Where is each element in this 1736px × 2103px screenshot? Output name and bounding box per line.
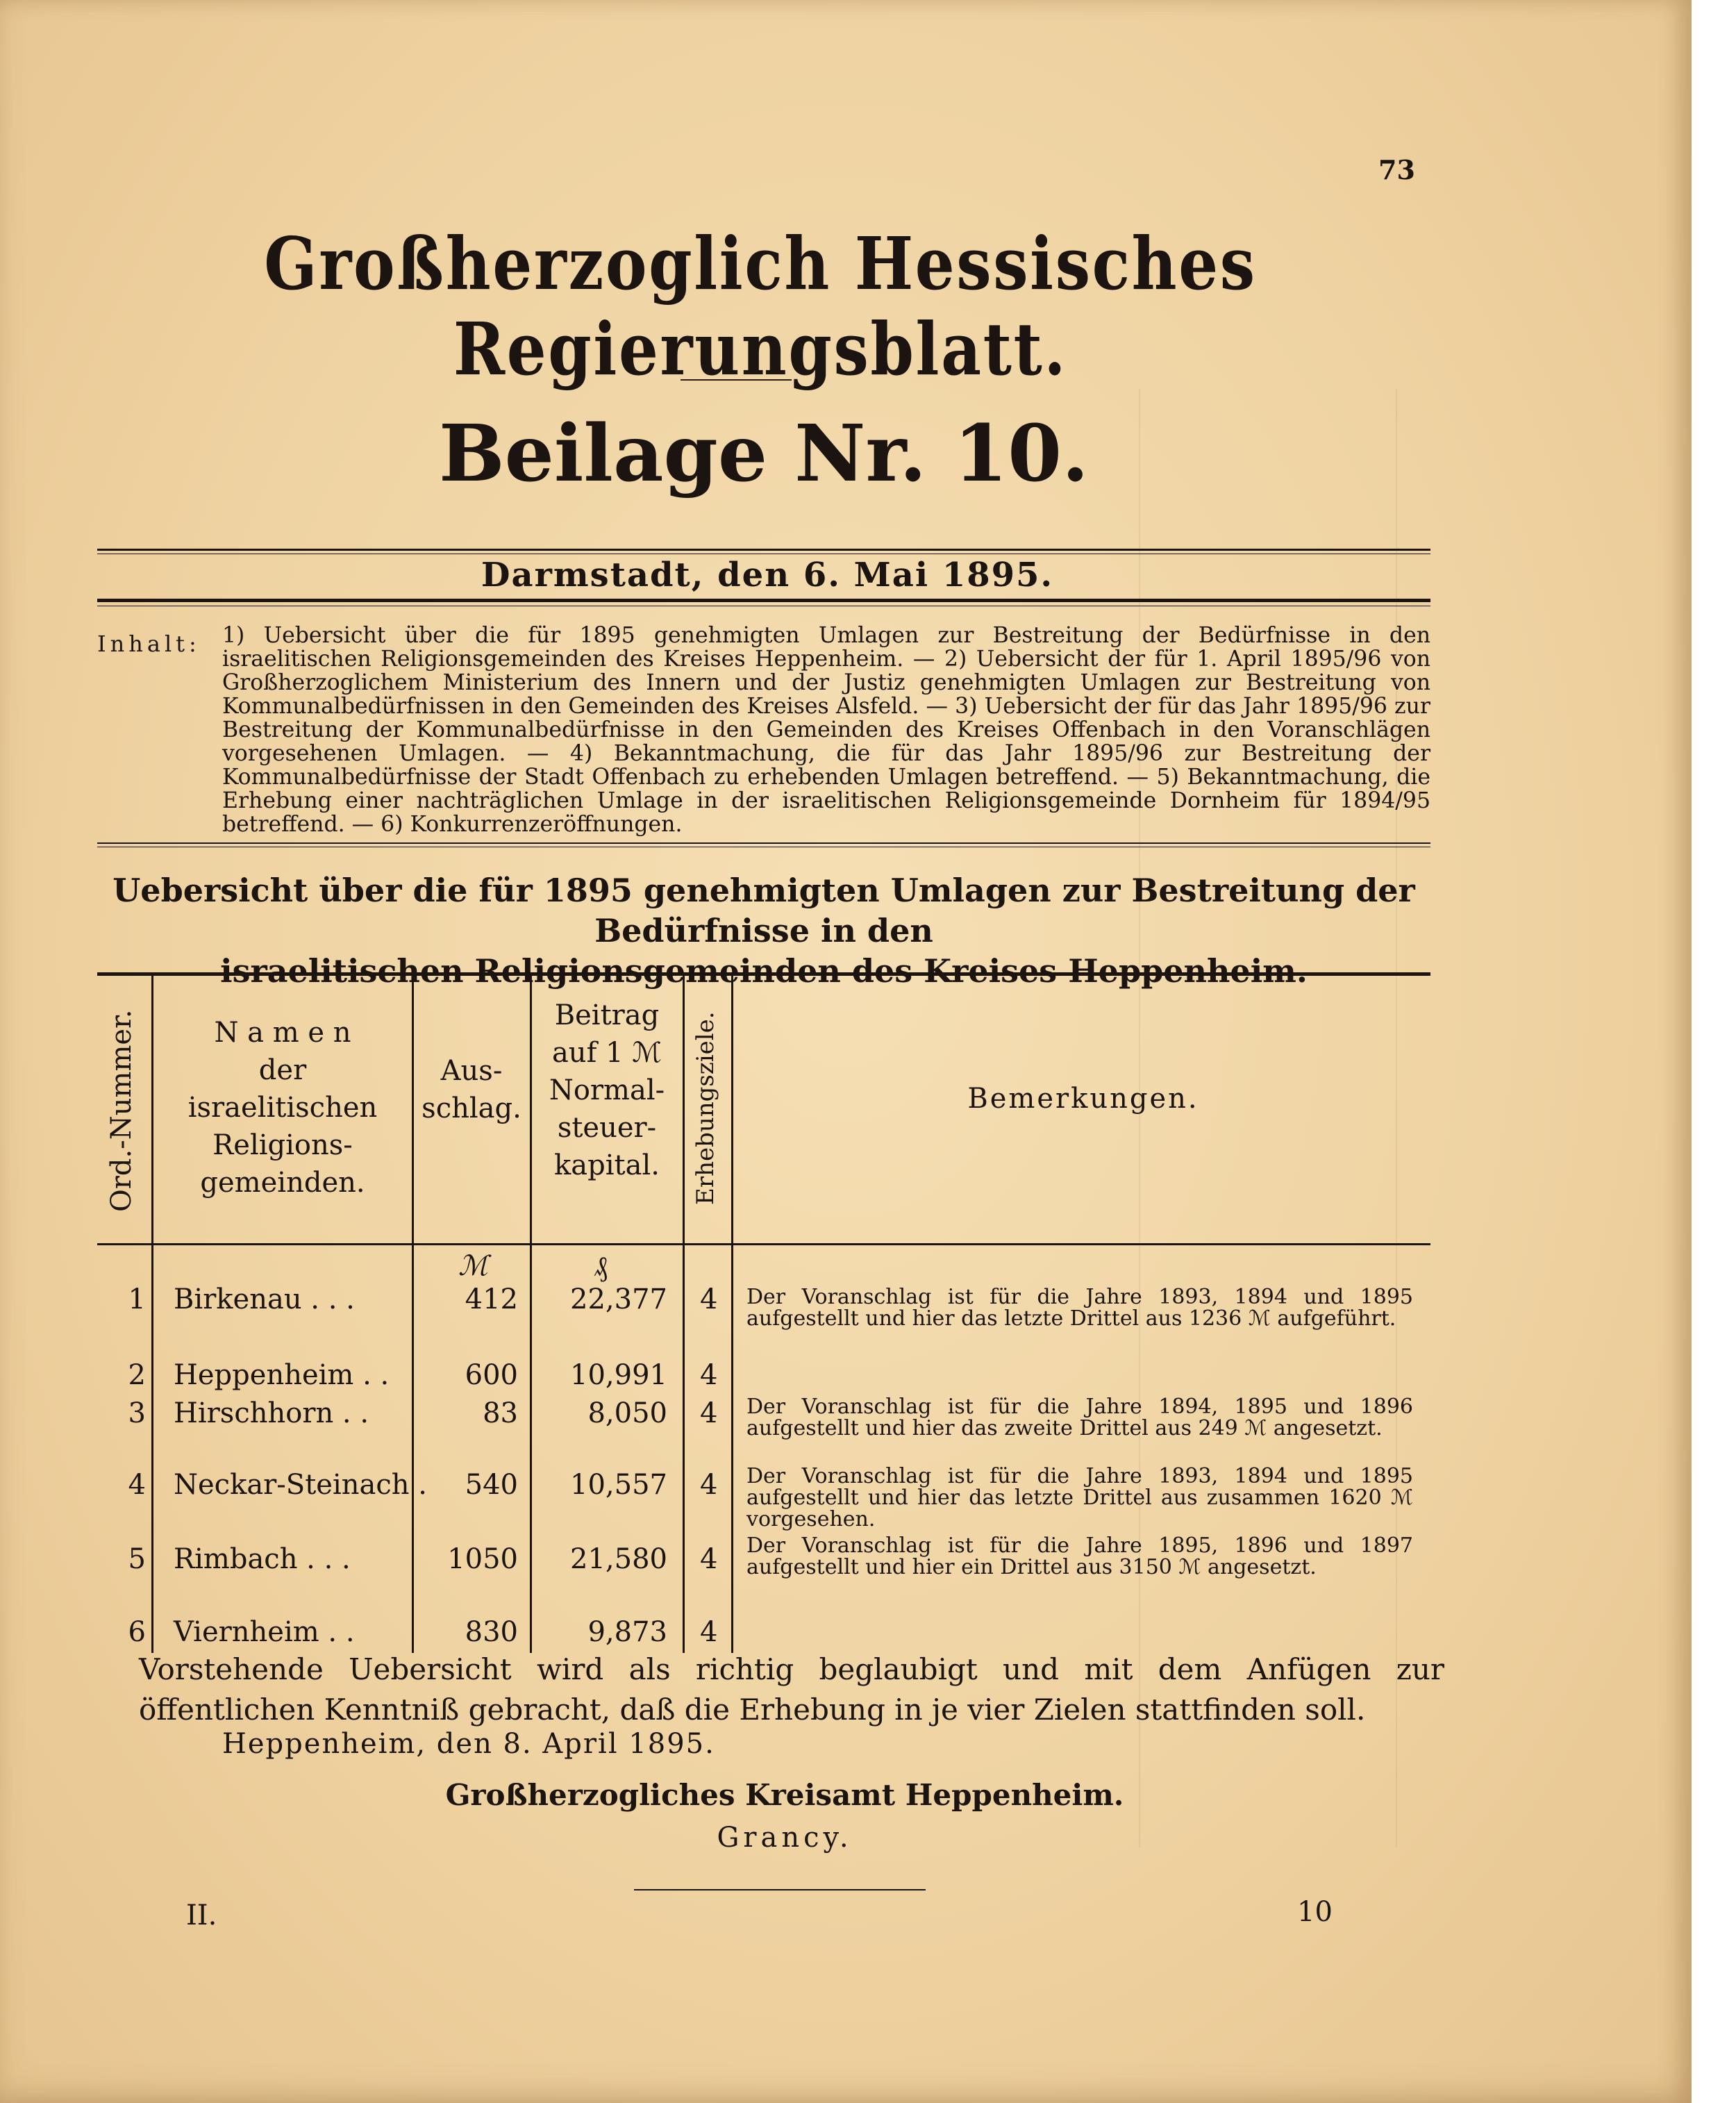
beitrag-value: 22,377 (570, 1283, 667, 1315)
remark: Der Voranschlag ist für die Jahre 1893, 1894 und 1895 aufgestellt und hier das letzte Drittel aus zusammen 1620 ℳ vorgesehen. (746, 1464, 1413, 1531)
contents-label: Inhalt: (97, 631, 201, 657)
col-divider (151, 976, 153, 1653)
page-number: 73 (1378, 154, 1415, 185)
congregation-name: Hirschhorn . . (174, 1397, 369, 1429)
footer-signature-mark: II. (186, 1900, 217, 1931)
rule-top (97, 549, 1430, 551)
signatory: Grancy. (717, 1822, 853, 1854)
header-name-line: gemeinden. (200, 1167, 365, 1199)
header-name-line: der (258, 1054, 307, 1086)
header-beitrag-line: Normal- (549, 1074, 665, 1106)
ausschlag-value: 412 (465, 1283, 518, 1315)
beitrag-value: 8,050 (587, 1397, 667, 1429)
header-aus-line: Aus- (440, 1055, 503, 1087)
dateline: Darmstadt, den 6. Mai 1895. (481, 556, 1054, 595)
header-beitrag-line: Beitrag (554, 999, 660, 1031)
header-beitrag-line: kapital. (554, 1149, 660, 1181)
congregation-name: Birkenau . . . (174, 1283, 355, 1315)
header-name-line: N a m e n (214, 1017, 351, 1049)
place-date: Heppenheim, den 8. April 1895. (222, 1728, 715, 1760)
header-beitrag-line: auf 1 ℳ (551, 1037, 662, 1069)
contents-text: 1) Uebersicht über die für 1895 genehmigten Umlagen zur Bestreitung der Bedürfnisse in den israelitischen Religionsgemeinden des Kreises Heppenheim. — 2) Uebersicht der für 1. April 1895/96 von Großherzoglichem Ministerium des Innern und der Justiz genehmigten Umlagen zur Bestreitung von Kommunalbedürfnissen in den Gemeinden des Kreises Alsfeld. — 3) Uebersicht der für das Jahr 1895/96 zur Bestreitung der Kommunalbedürfnisse in den Gemeinden des Kreises Offenbach in den Voranschlägen vorgesehenen Umlagen. — 4) Bekanntmachung, die für das Jahr 1895/96 zur Bestreitung der Kommunalbedürfnisse der Stadt Offenbach zu erhebenden Umlagen betreffend. — 5) Bekanntmachung, die Erhebung einer nachträglichen Umlage in der israelitischen Religionsgemeinde Dornheim für 1894/95 betreffend. — 6) Konkurrenzeröffnungen. (222, 623, 1430, 837)
ziele-value: 4 (700, 1359, 718, 1391)
congregation-name: Heppenheim . . (174, 1359, 390, 1391)
header-name-line: israelitischen (187, 1092, 378, 1124)
beitrag-value: 10,557 (570, 1469, 667, 1501)
row-number: 6 (128, 1616, 146, 1648)
footer-sheet-number: 10 (1297, 1896, 1333, 1928)
header-name (154, 1014, 411, 1202)
row-number: 5 (128, 1543, 146, 1575)
certification-text: Vorstehende Uebersicht wird als richtig beglaubigt und mit dem Anfügen zur öffentlichen Kenntniß gebracht, daß die Erhebung in je vier Zielen stattfinden soll. (139, 1652, 1444, 1727)
row-number: 2 (128, 1359, 146, 1391)
header-erhebungsziele: Erhebungsziele. (692, 1011, 719, 1205)
ziele-value: 4 (700, 1543, 718, 1575)
header-ord-number: Ord.-Nummer. (106, 1009, 137, 1212)
supplement-title: Beilage Nr. 10. (438, 408, 1090, 499)
unit-pfennig: ₰ (594, 1251, 608, 1283)
footer-rule (634, 1889, 926, 1890)
remark: Der Voranschlag ist für die Jahre 1893, 1894 und 1895 aufgestellt und hier das letzte Drittel aus 1236 ℳ aufgeführt. (746, 1285, 1413, 1331)
congregation-name: Rimbach . . . (174, 1543, 351, 1575)
table-top-rule (97, 972, 1430, 976)
header-bemerkungen: Bemerkungen. (967, 1083, 1199, 1115)
rule-after-contents (97, 842, 1430, 844)
ziele-value: 4 (700, 1283, 718, 1315)
publication-title: Großherzoglich Hessisches Regierungsblatt. (264, 221, 1257, 392)
row-number: 3 (128, 1397, 146, 1429)
header-beitrag (532, 997, 682, 1184)
ausschlag-value: 830 (465, 1616, 518, 1648)
ausschlag-value: 83 (483, 1397, 518, 1429)
ausschlag-value: 1050 (447, 1543, 518, 1575)
section-heading-line2: israelitischen Religionsgemeinden des Kreises Heppenheim. (220, 952, 1308, 990)
ausschlag-value: 540 (465, 1469, 518, 1501)
beitrag-value: 21,580 (570, 1543, 667, 1575)
ziele-value: 4 (700, 1469, 718, 1501)
congregation-name: Neckar-Steinach . (174, 1469, 427, 1501)
header-aus-line: schlag. (422, 1092, 521, 1124)
header-name-line: Religions- (212, 1129, 353, 1161)
ausschlag-value: 600 (465, 1359, 518, 1391)
title-divider (681, 379, 792, 381)
row-number: 1 (128, 1283, 146, 1315)
issuing-office: Großherzogliches Kreisamt Heppenheim. (445, 1778, 1124, 1812)
table-header-rule (97, 1243, 1430, 1245)
header-beitrag-line: steuer- (557, 1112, 657, 1144)
col-divider (731, 976, 733, 1653)
remark: Der Voranschlag ist für die Jahre 1894, 1895 und 1896 aufgestellt und hier das zweite Drittel aus 249 ℳ angesetzt. (746, 1395, 1413, 1440)
col-divider (683, 976, 685, 1653)
beitrag-value: 10,991 (570, 1359, 667, 1391)
remark: Der Voranschlag ist für die Jahre 1895, 1896 und 1897 aufgestellt und hier ein Drittel aus 3150 ℳ angesetzt. (746, 1533, 1413, 1579)
header-ausschlag (414, 1052, 529, 1127)
rule-under-date (97, 599, 1430, 602)
ziele-value: 4 (700, 1616, 718, 1648)
congregation-name: Viernheim . . (174, 1616, 355, 1648)
unit-mark: ℳ (458, 1250, 488, 1282)
beitrag-value: 9,873 (587, 1616, 667, 1648)
section-heading-line1: Uebersicht über die für 1895 genehmigten Umlagen zur Bestreitung der Bedürfnisse in den (112, 872, 1415, 949)
row-number: 4 (128, 1469, 146, 1501)
ziele-value: 4 (700, 1397, 718, 1429)
